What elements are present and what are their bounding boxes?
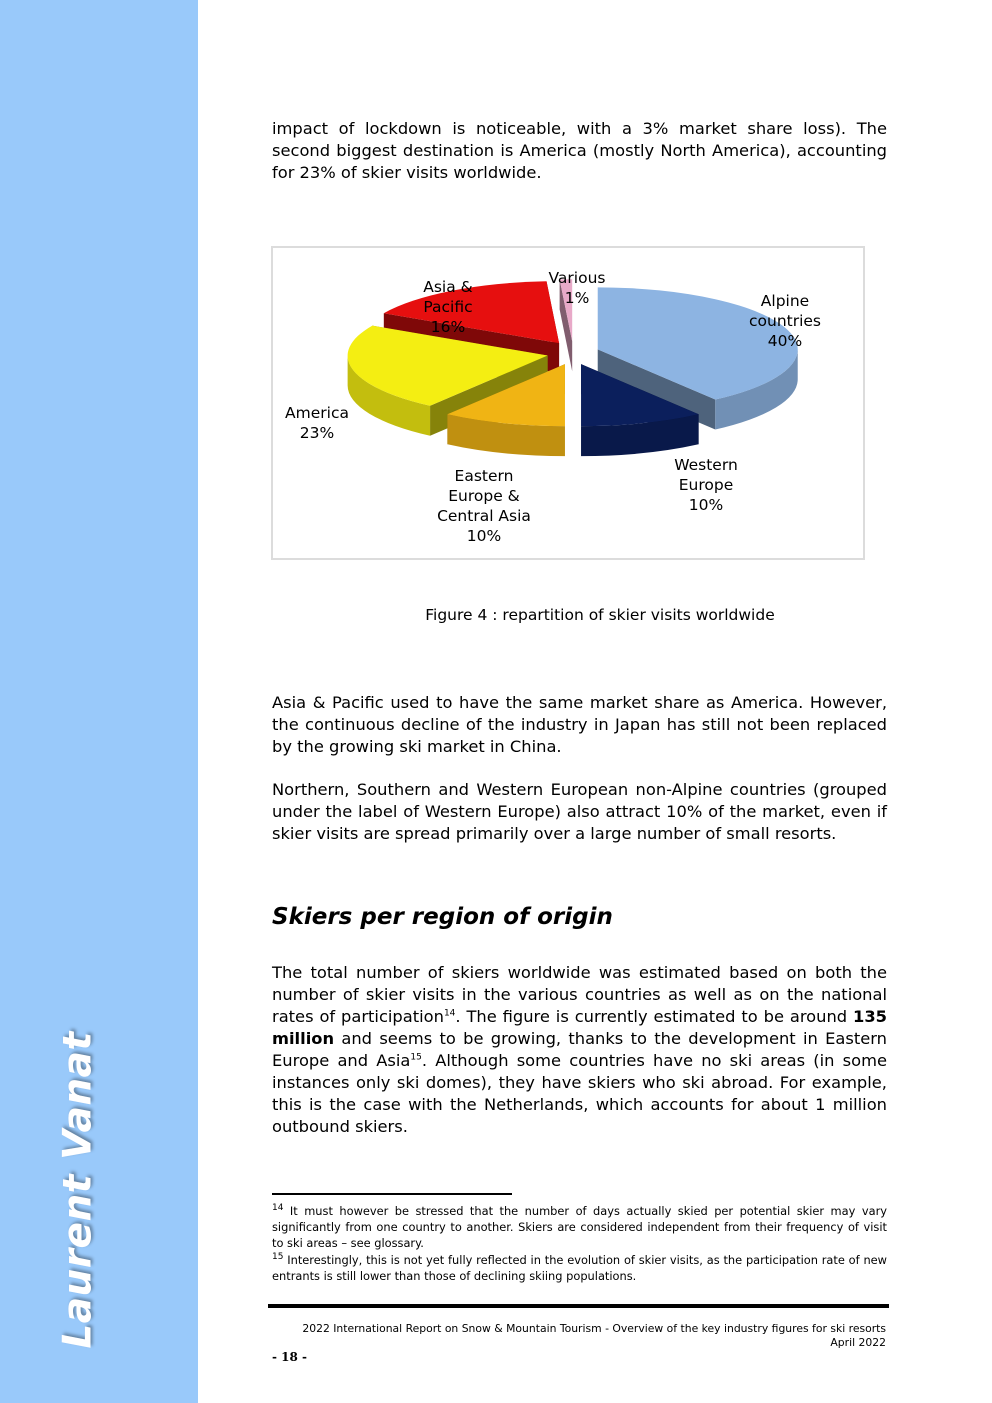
pie-label-line: Europe <box>678 476 734 494</box>
page-number: - 18 - <box>272 1350 308 1364</box>
pie-label <box>549 269 606 307</box>
pie-label-line: 16% <box>430 318 466 336</box>
author-name: Laurent Vanat <box>55 1031 101 1349</box>
pie-label-line: Various <box>548 269 606 287</box>
footnote-text: Interestingly, this is not yet fully reflected in the evolution of skier visits, as the participation rate of new entrants is still lower than those of declining skiing populations. <box>272 1252 887 1283</box>
footnote-ref-15[interactable]: 15 <box>410 1052 422 1063</box>
pie-chart <box>273 248 863 558</box>
pie-label-line: 10% <box>466 527 502 545</box>
pie-label <box>437 467 531 545</box>
paragraph-text: Asia & Pacific used to have the same market share as America. However, the continuous decline of the industry in Japan has still not been replaced by the growing ski market in China. <box>272 693 887 756</box>
paragraph-text: Northern, Southern and Western European non-Alpine countries (grouped under the label of Western Europe) also attract 10% of the market, even if skier visits are spread primarily over a large number of small resorts. <box>272 780 887 843</box>
paragraph-skiers <box>272 962 887 1138</box>
footnote-number: 15 <box>272 1251 284 1262</box>
pie-label-line: 23% <box>299 424 335 442</box>
pie-label-line: Central Asia <box>437 507 531 525</box>
paragraph-western-europe <box>272 779 887 845</box>
text-run: The total number of skiers worldwide was estimated based on both the number of skier visits in the various countries as well as on the national rates of participation <box>272 963 887 1026</box>
footnote-14 <box>272 1203 887 1252</box>
emphasis-figure: 135 million <box>272 1007 887 1048</box>
footer <box>272 1322 886 1350</box>
paragraph-text: impact of lockdown is noticeable, with a 3% market share loss). The second biggest destination is America (mostly North America), accounting for 23% of skier visits worldwide. <box>272 119 887 182</box>
footnote-15 <box>272 1252 887 1284</box>
pie-label-line: 40% <box>767 332 803 350</box>
footer-report-title: 2022 International Report on Snow & Mountain Tourism - Overview of the key industry figures for ski resorts <box>302 1322 886 1335</box>
footnote-divider <box>272 1193 512 1195</box>
paragraph-intro <box>272 118 887 184</box>
section-heading: Skiers per region of origin <box>272 904 613 930</box>
footnotes <box>272 1203 887 1284</box>
pie-label-line: Europe & <box>448 487 520 505</box>
footer-divider <box>268 1304 889 1308</box>
text-run: and seems to be growing, thanks to the development in Eastern Europe and Asia <box>272 1029 887 1070</box>
pie-label-line: Asia & <box>423 278 473 296</box>
pie-label-line: Western <box>674 456 738 474</box>
pie-label-line: 10% <box>688 496 724 514</box>
pie-label-line: Pacific <box>423 298 473 316</box>
footnote-number: 14 <box>272 1203 284 1214</box>
footnote-ref-14[interactable]: 14 <box>443 1008 456 1019</box>
sidebar-band <box>0 0 198 1403</box>
paragraph-text <box>272 962 887 1138</box>
paragraph-asia <box>272 692 887 758</box>
footnote-text: It must however be stressed that the number of days actually skied per potential skier may vary significantly from one country to another. Skiers are considered independent from their frequency of visit to ski areas – see glossary. <box>272 1204 887 1251</box>
pie-label-line: America <box>285 404 349 422</box>
pie-label <box>674 456 738 514</box>
pie-label-line: 1% <box>564 289 590 307</box>
text-run: . The figure is currently estimated to be around <box>455 1007 853 1026</box>
figure-caption: Figure 4 : repartition of skier visits worldwide <box>425 606 775 624</box>
pie-chart-frame <box>271 246 865 560</box>
pie-label <box>285 404 349 442</box>
footer-date: April 2022 <box>830 1336 886 1349</box>
text-run: . Although some countries have no ski areas (in some instances only ski domes), they have skiers who ski abroad. For example, this is the case with the Netherlands, which accounts for about 1 million outbound skiers. <box>272 1051 887 1136</box>
pie-label-line: Alpine <box>760 292 810 310</box>
pie-label-line: Eastern <box>454 467 514 485</box>
pie-label-line: countries <box>748 312 822 330</box>
